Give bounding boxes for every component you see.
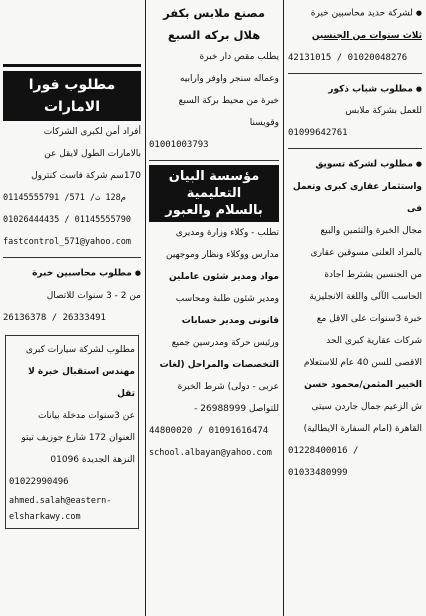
ad-text: تطلب - وكلاء وزارة ومديرى	[175, 228, 279, 238]
ad-real-estate-marketing	[288, 153, 422, 484]
ad-text: ● مطلوب محاسبين خبرة	[3, 262, 141, 285]
email-address[interactable]: ahmed.salah@eastern-	[9, 495, 112, 506]
email-address[interactable]: fastcontrol_571@yahoo.com	[3, 237, 131, 247]
phone-number: 44800020 / 01091616474	[149, 426, 269, 436]
phone-number: 01001003793	[149, 140, 209, 150]
ad-text: عن 3سنوات مدخلة بيانات	[37, 410, 135, 421]
ad-text: مجال الخبرة والتثمين والبيع	[320, 225, 422, 236]
ad-text: النزهة الجديدة 01096	[50, 454, 135, 465]
divider	[3, 257, 141, 258]
ad-text: مواد ومدير شئون عاملين	[168, 272, 279, 282]
ad-text: الخبير المثمن/محمود حسن	[304, 379, 422, 390]
ad-text: مطلوب لشركة سيارات كبرى	[25, 344, 135, 355]
ad-text: ورئيس حركة ومدرسين جميع	[171, 338, 279, 348]
email-address[interactable]: school.albayan@yahoo.com	[149, 448, 272, 458]
ad-clothing-factory	[149, 2, 279, 156]
ad-banner: مطلوب فورا الامارات	[3, 71, 141, 121]
ad-text: وقويسنا	[249, 118, 279, 128]
ad-text: وعماله سنجر واوفر وارابيه	[179, 74, 279, 84]
ad-text: ● مطلوب لشركة تسويق	[288, 153, 422, 176]
ad-text: للعمل بشركة ملابس	[345, 106, 422, 116]
phone-number: 42131015 / 01020048276	[288, 52, 408, 63]
ad-car-company-boxed	[5, 335, 139, 529]
column-right	[284, 0, 426, 616]
ad-text: القاهرة (امام السفارة الايطالية)	[303, 423, 422, 434]
ad-text: من 2 - 3 سنوات للاتصال	[46, 290, 141, 301]
ad-text: الحاسب الآلى واللغة الانجليزية	[309, 291, 422, 302]
ad-text: ومدير شئون طلبة ومحاسب	[175, 294, 279, 304]
ad-text: مدارس ووكلاء ونظار وموجهين	[166, 250, 279, 260]
phone-number: 01099642761	[288, 128, 348, 138]
banner-line: بالسلام والعبور	[165, 203, 263, 218]
phone-number: 01026444435 / 01145555790	[3, 215, 131, 225]
ad-steel-company-accountants	[288, 2, 422, 69]
ad-text: العنوان 172 شارع جوزيف تيتو	[21, 432, 135, 443]
banner-line: مؤسسة البيان التعليمية	[168, 169, 260, 201]
ad-text: مهندس استقبال خبرة لا تقل	[28, 366, 135, 399]
phone-number: 01228400016 / 01033480999	[288, 445, 359, 478]
ad-text: من الجنسين يشترط اجادة	[324, 269, 422, 280]
phone-number: 26136378 / 26333491	[3, 312, 106, 323]
column-left	[0, 0, 144, 616]
ad-text: للتواصل 26988999 -	[194, 404, 279, 414]
ad-text: شركات عقارية كبرى الحد	[326, 335, 422, 346]
ad-title: مصنع ملابس بكفر	[163, 6, 265, 20]
ad-text: ثلاث سنوات من الجنسين	[311, 30, 422, 41]
ad-text: بالامارات الطول لايقل عن	[44, 149, 141, 159]
ad-emirates-security	[3, 71, 141, 253]
column-separator	[283, 0, 284, 616]
column-separator	[145, 0, 146, 616]
ad-text: واستثمار عقارى كبرى وتعمل فى	[292, 181, 422, 214]
ad-accountants	[3, 262, 141, 329]
ad-text: ش الزعيم جمال جاردن سيتى	[311, 401, 422, 412]
ad-text: يطلب مقص دار خبرة	[199, 52, 279, 62]
ad-text: قانونى ومدير حسابات	[181, 316, 279, 326]
ad-text: الاقصى للسن 40 عام للاستعلام	[303, 357, 422, 368]
ad-text: خبرة من محيط بركة السبع	[178, 96, 279, 106]
ad-text: ● مطلوب شباب ذكور	[288, 78, 422, 101]
ad-text: 170سم شركة فاست كنترول	[31, 171, 141, 181]
divider	[3, 64, 141, 67]
ad-text: التخصصات والمراحل (لغات	[159, 360, 279, 370]
ad-text: بالمزاد العلنى مسوقين عقارى	[310, 247, 422, 258]
ad-text: ● لشركة حديد محاسبين خبرة	[288, 2, 422, 25]
ad-clothing-company-youth	[288, 78, 422, 145]
email-address[interactable]: elsharkawy.com	[9, 511, 81, 522]
ad-banner	[149, 165, 279, 222]
divider	[288, 73, 422, 74]
ad-text: عربى - دولى) شرط الخبرة	[177, 382, 279, 392]
ad-text: أفراد أمن لكبرى الشركات	[43, 127, 141, 137]
divider	[288, 148, 422, 149]
column-middle	[146, 0, 282, 616]
ad-albayan-education	[149, 165, 279, 464]
ad-text: خبرة 3سنوات على الاقل مع	[316, 313, 422, 324]
phone-number: م128 ت/ 571/ 01145555791	[3, 193, 126, 203]
phone-number: 01022990496	[9, 476, 69, 487]
divider	[149, 160, 279, 161]
ad-title: هلال بركه السبع	[167, 28, 261, 42]
